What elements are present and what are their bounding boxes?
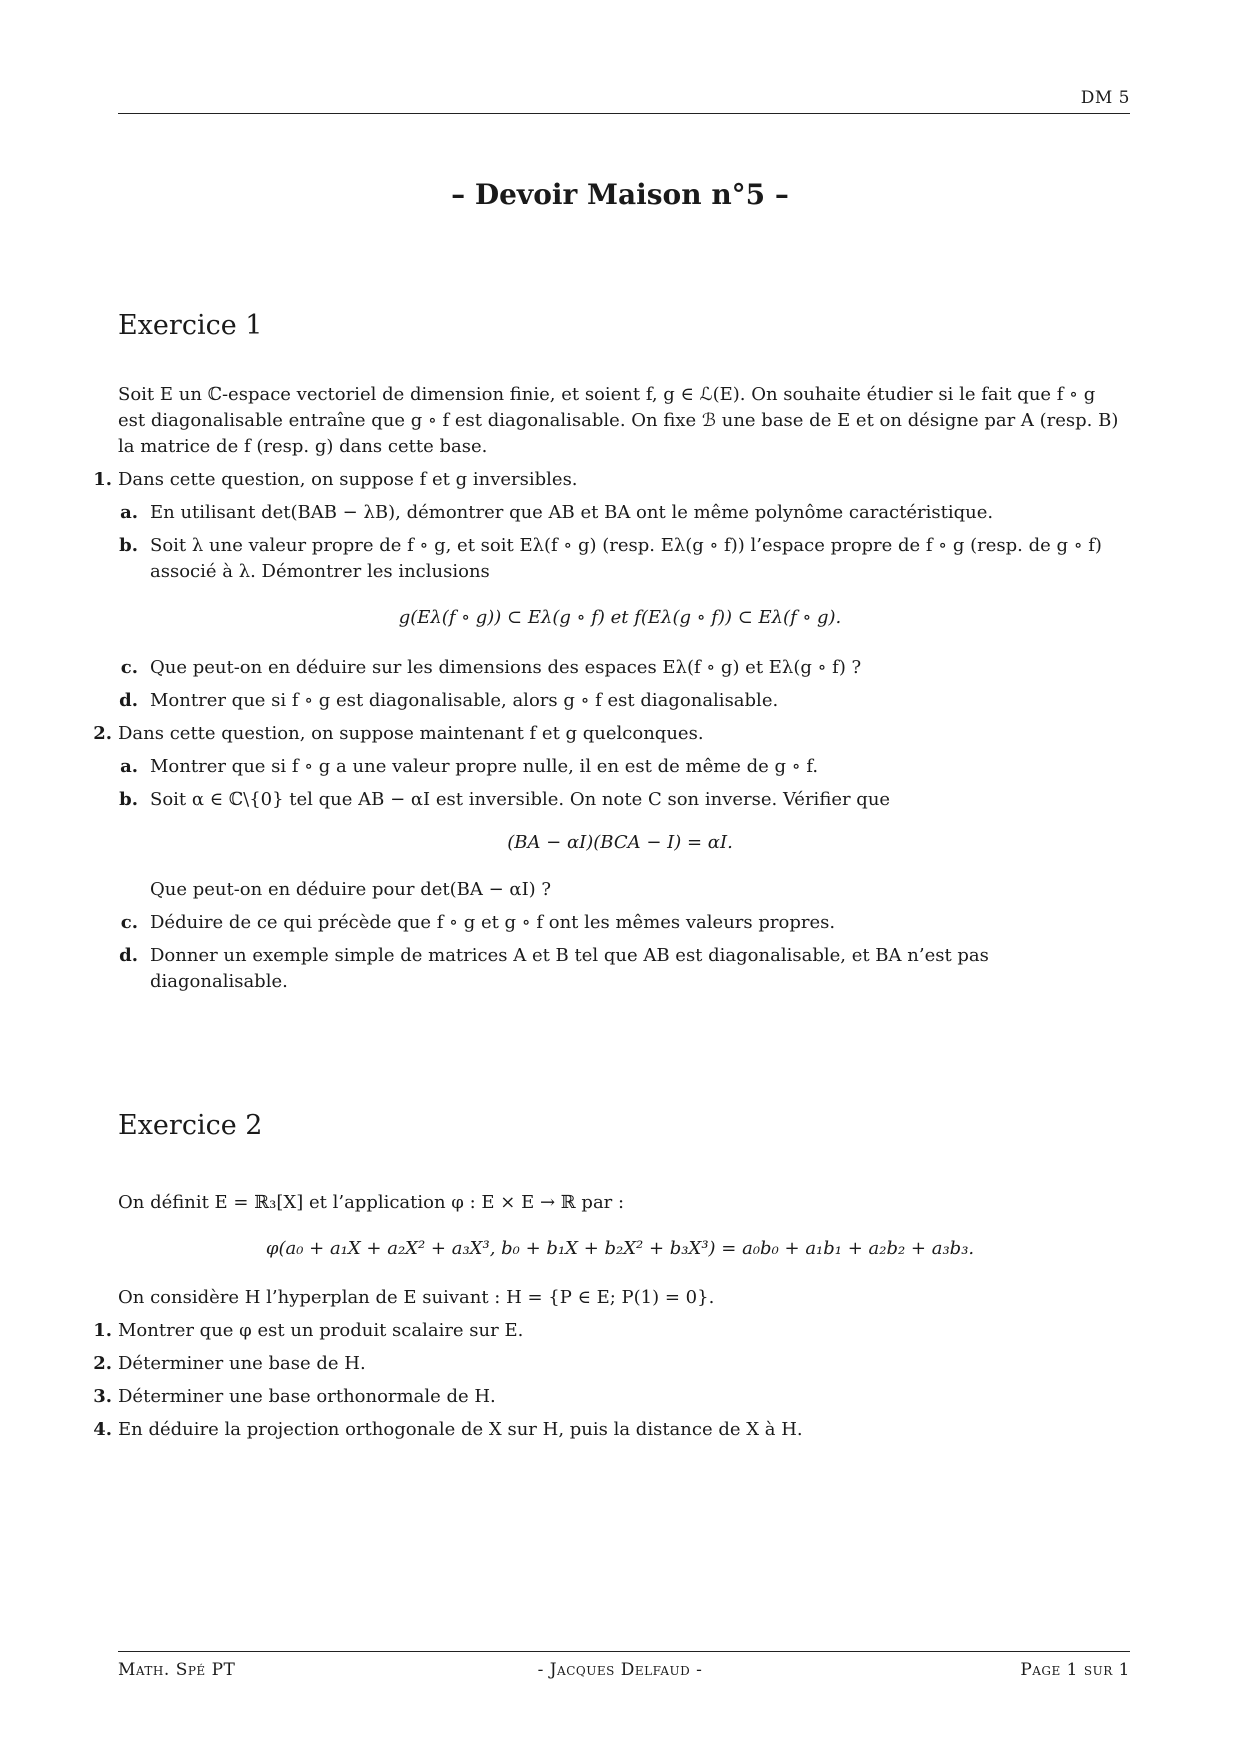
question-text: Déterminer une base orthonormale de H. (118, 1386, 496, 1407)
question-number: 3. (93, 1386, 112, 1407)
subquestion-label: b. (119, 789, 138, 810)
question-number: 1. (93, 469, 112, 490)
subquestion-text: Déduire de ce qui précède que f ∘ g et g ∘ f ont les mêmes valeurs propres. (150, 912, 836, 933)
question-number: 1. (93, 1320, 112, 1341)
subquestion-text: Donner un exemple simple de matrices A et B tel que AB est diagonalisable, et BA n’est pas diagonalisable. (150, 945, 989, 992)
question-text: Dans cette question, on suppose maintenant f et g quelconques. (118, 723, 704, 744)
question-text: En déduire la projection orthogonale de X sur H, puis la distance de X à H. (118, 1419, 803, 1440)
exercise-1-intro-line-1: Soit E un ℂ-espace vectoriel de dimension finie, et soient f, g ∈ ℒ(E). On souhaite étudier si le fait que f ∘ g (118, 384, 1096, 405)
subquestion-text: En utilisant det(BAB − λB), démontrer que AB et BA ont le même polynôme caractéristique. (150, 502, 994, 523)
header-label: DM 5 (1080, 88, 1130, 108)
exercise-1-title: Exercice 1 (118, 310, 263, 341)
document-title: – Devoir Maison n°5 – (451, 178, 789, 211)
exercise-1-intro-line-3: la matrice de f (resp. g) dans cette base. (118, 436, 488, 457)
inclusion-formula: g(Eλ(f ∘ g)) ⊂ Eλ(g ∘ f) et f(Eλ(g ∘ f)) ⊂ Eλ(f ∘ g). (398, 607, 842, 628)
subquestion-label: c. (120, 657, 138, 678)
subquestion-text: Montrer que si f ∘ g a une valeur propre nulle, il en est de même de g ∘ f. (150, 756, 819, 777)
subquestion-label: a. (120, 502, 138, 523)
exercise-1-intro-line-2: est diagonalisable entraîne que g ∘ f est diagonalisable. On fixe ℬ une base de E et on désigne par A (resp. B) (118, 410, 1119, 431)
header-rule (118, 113, 1130, 114)
subquestion-text: Soit α ∈ ℂ\{0} tel que AB − αI est inversible. On note C son inverse. Vérifier que (150, 789, 891, 810)
subquestion-text-continued: associé à λ. Démontrer les inclusions (150, 561, 490, 582)
subquestion-label: c. (120, 912, 138, 933)
question-number: 2. (93, 1353, 112, 1374)
question-text: Montrer que φ est un produit scalaire sur E. (118, 1320, 524, 1341)
footer-rule (118, 1651, 1130, 1652)
subquestion-text: Soit λ une valeur propre de f ∘ g, et soit Eλ(f ∘ g) (resp. Eλ(g ∘ f)) l’espace propre de f ∘ g (resp. de g ∘ f) (150, 535, 1102, 556)
question-number: 2. (93, 723, 112, 744)
subquestion-text: Que peut-on en déduire sur les dimensions des espaces Eλ(f ∘ g) et Eλ(g ∘ f) ? (150, 657, 862, 678)
footer-page-number: Page 1 sur 1 (1020, 1660, 1130, 1680)
verification-formula: (BA − αI)(BCA − I) = αI. (507, 832, 733, 853)
footer-left: Math. Spé PT (118, 1660, 236, 1680)
scalar-product-formula: φ(a₀ + a₁X + a₂X² + a₃X³, b₀ + b₁X + b₂X² + b₃X³) = a₀b₀ + a₁b₁ + a₂b₂ + a₃b₃. (265, 1238, 975, 1259)
subquestion-label: b. (119, 535, 138, 556)
footer-center: - Jacques Delfaud - (537, 1660, 703, 1680)
subquestion-label: d. (119, 690, 138, 711)
subquestion-label: d. (119, 945, 138, 966)
exercise-2-title: Exercice 2 (118, 1110, 263, 1141)
question-number: 4. (93, 1419, 112, 1440)
subquestion-label: a. (120, 756, 138, 777)
subquestion-text: Montrer que si f ∘ g est diagonalisable, alors g ∘ f est diagonalisable. (150, 690, 779, 711)
subquestion-followup: Que peut-on en déduire pour det(BA − αI) ? (150, 879, 552, 900)
exercise-2-intro: On définit E = ℝ₃[X] et l’application φ : E × E → ℝ par : (118, 1192, 625, 1213)
question-text: Déterminer une base de H. (118, 1353, 366, 1374)
hyperplane-definition: On considère H l’hyperplan de E suivant : H = {P ∈ E; P(1) = 0}. (118, 1287, 715, 1308)
question-text: Dans cette question, on suppose f et g inversibles. (118, 469, 578, 490)
